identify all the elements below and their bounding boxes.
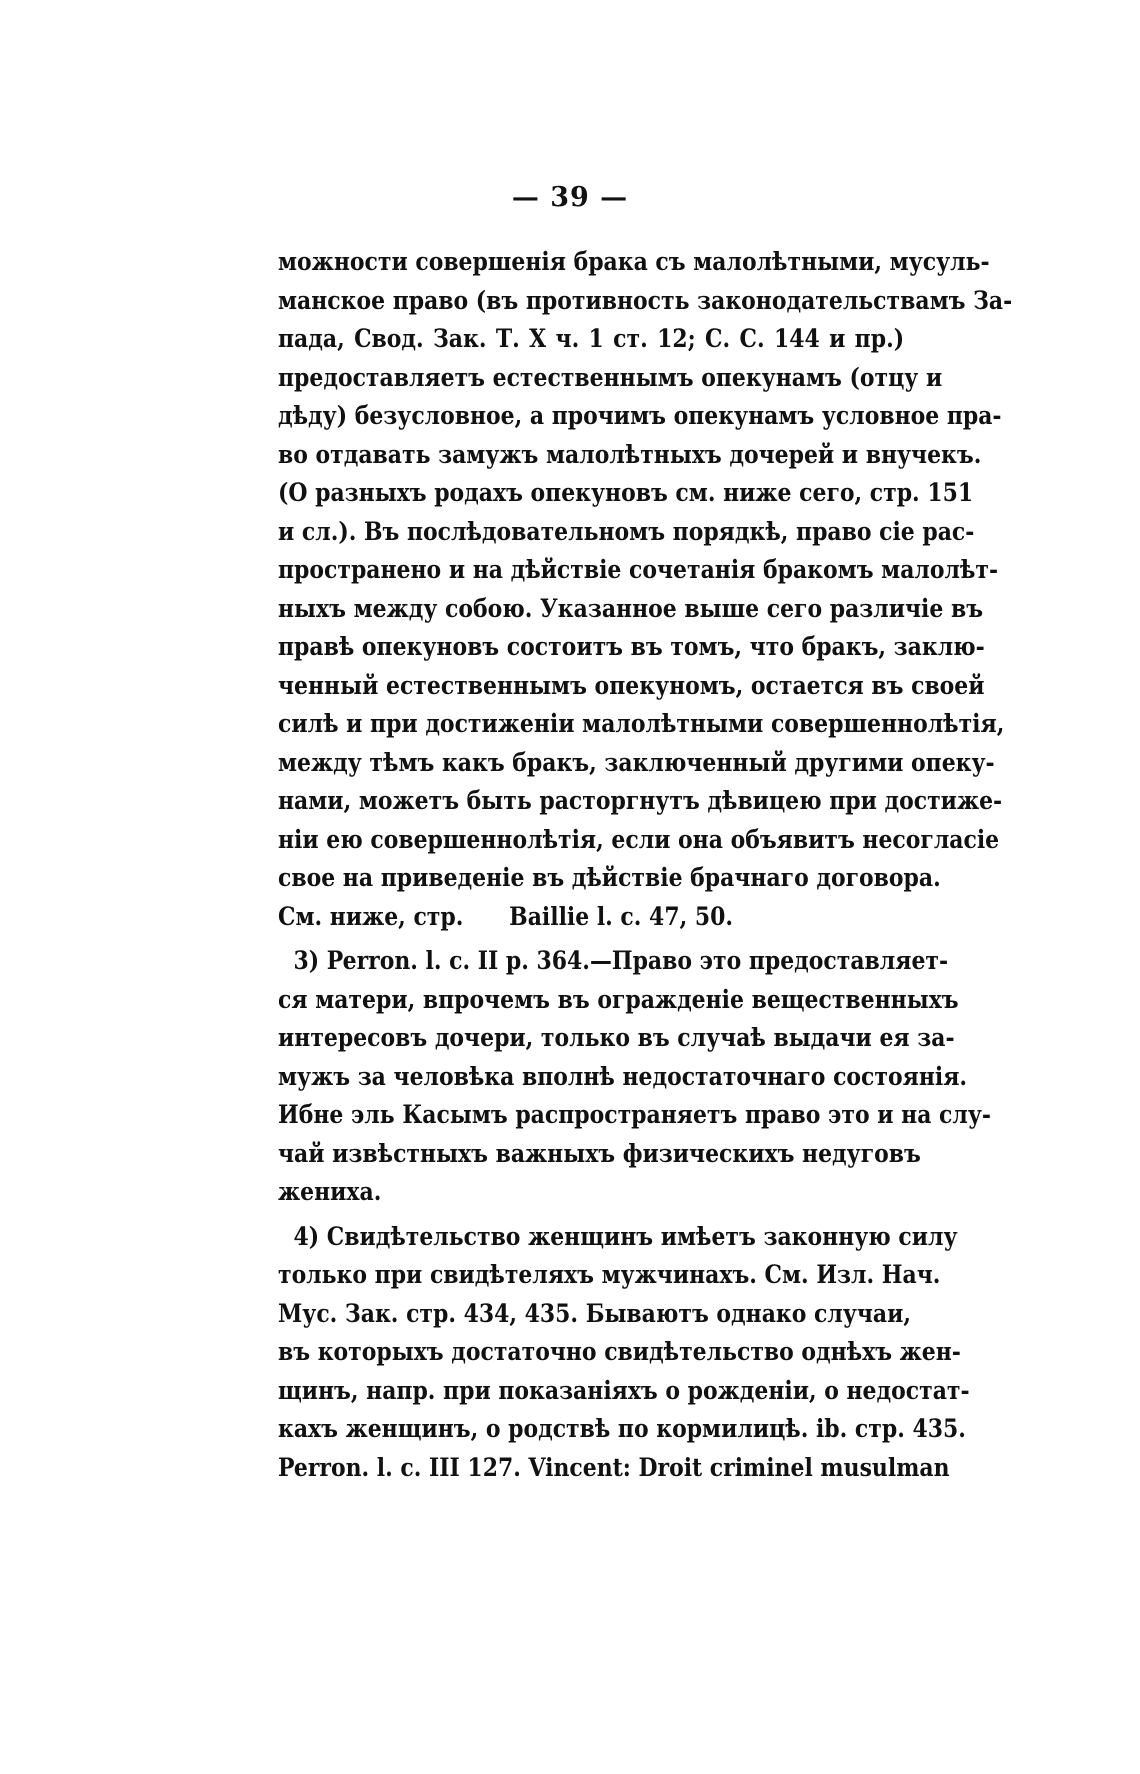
text-line: силѣ и при достиженіи малолѣтными совершеннолѣтія, (278, 709, 1005, 739)
text-line: только при свидѣтеляхъ мужчинахъ. См. Изл. Нач. (278, 1260, 941, 1290)
text-line: ніи ею совершеннолѣтія, если она объявитъ несогласіе (278, 824, 1000, 855)
text-line: Ибне эль Касымъ распространяетъ право это и на слу- (278, 1100, 992, 1130)
text-line: (О разныхъ родахъ опекуновъ см. ниже сего, стр. 151 (278, 478, 974, 508)
text-line: ся матери, впрочемъ въ огражденіе вещественныхъ (278, 984, 959, 1015)
text-line: въ которыхъ достаточно свидѣтельство однѣхъ жен- (278, 1337, 961, 1367)
text-line: жениха. (278, 1177, 382, 1207)
paragraph-continuation (278, 243, 1013, 936)
text-line: ченный естественнымъ опекуномъ, остается въ своей (278, 670, 985, 701)
text-line: чай извѣстныхъ важныхъ физическихъ недуговъ (278, 1138, 921, 1169)
text-line: 3) Perron. l. c. II p. 364.—Право это предоставляет- (293, 946, 949, 976)
text-line: мужъ за человѣка вполнѣ недостаточнаго состоянія. (278, 1061, 968, 1092)
text-line: Мус. Зак. стр. 434, 435. Бываютъ однако случаи, (278, 1298, 912, 1329)
text-line: пада, Свод. Зак. Т. Х ч. 1 ст. 12; С. С. 144 и пр.) (278, 324, 905, 354)
text-line: во отдавать замужъ малолѣтныхъ дочерей и внучекъ. (278, 439, 982, 470)
text-line: Perron. l. c. III 127. Vincent: Droit criminel musulman (278, 1452, 950, 1483)
text-line: щинъ, напр. при показаніяхъ о рожденіи, о недостат- (278, 1375, 970, 1406)
text-line: пространено и на дѣйствіе сочетанія бракомъ малолѣт- (278, 555, 999, 585)
text-line: свое на приведеніе въ дѣйствіе брачнаго договора. (278, 863, 941, 893)
text-line: нами, можетъ быть расторгнутъ дѣвицею при достиже- (278, 786, 1003, 816)
text-line: предоставляетъ естественнымъ опекунамъ (отцу и (278, 362, 943, 393)
text-line: кахъ женщинъ, о родствѣ по кормилицѣ. ib. стр. 435. (278, 1414, 966, 1444)
text-line: интересовъ дочери, только въ случаѣ выдачи ея за- (278, 1023, 955, 1053)
footnote-3 (278, 942, 992, 1212)
text-line: 4) Свидѣтельство женщинъ имѣетъ законную силу (293, 1221, 958, 1252)
text-line: и сл.). Въ послѣдовательномъ порядкѣ, право сіе рас- (278, 516, 975, 547)
text-line: можности совершенія брака съ малолѣтными, мусуль- (278, 247, 990, 277)
text-line: манское право (въ противность законодательствамъ За- (278, 285, 1013, 316)
text-line: См. ниже, стр. Baillie l. c. 47, 50. (278, 901, 734, 932)
text-line: ныхъ между собою. Указанное выше сего различіе въ (278, 593, 984, 624)
text-line: дѣду) безусловное, а прочимъ опекунамъ условное пра- (278, 401, 1002, 431)
footnote-4 (278, 1218, 970, 1488)
page-number: — 39 — (511, 182, 629, 213)
text-line: правѣ опекуновъ состоитъ въ томъ, что бракъ, заклю- (278, 632, 985, 662)
text-block (278, 243, 1013, 1487)
text-line: между тѣмъ какъ бракъ, заключенный другими опеку- (278, 747, 995, 778)
